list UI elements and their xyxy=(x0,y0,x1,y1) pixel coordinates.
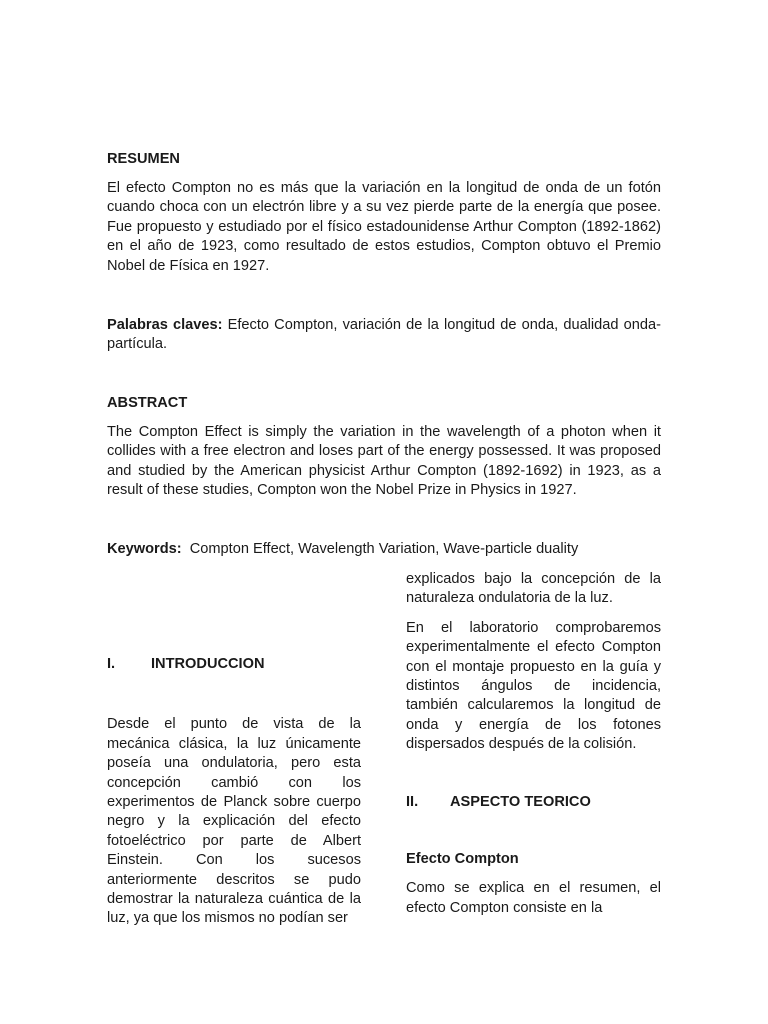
section-number: I. xyxy=(107,656,116,672)
right-paragraph-1: explicados bajo la concepción de la naturaleza ondulatoria de la luz. xyxy=(406,571,661,607)
section-number: II. xyxy=(406,793,419,810)
resumen-text: El efecto Compton no es más que la variación en la longitud de onda de un fotón cuando choca con un electrón libre y a su vez pierde parte de la energía que posee. Fue propuesto y estudiado por el físico estadounidense Arthur Compton (1892-1862) en el año de 1923, como resultado de estos estudios, Compton obtuvo el Premio Nobel de Física en 1927. xyxy=(107,180,661,274)
abstract-text: The Compton Effect is simply the variation in the wavelength of a photon when it collides with a free electron and loses part of the energy possessed. It was proposed and studied by the American physicist Arthur Compton (1892-1692) in 1923, as a result of these studies, Compton won the Nobel Prize in Physics in 1927. xyxy=(107,424,661,499)
subheading-efecto-compton: Efecto Compton xyxy=(406,851,519,868)
section-title: INTRODUCCION xyxy=(151,656,265,672)
palabras-claves xyxy=(107,316,661,355)
abstract-heading: ABSTRACT xyxy=(107,395,188,411)
palabras-claves-text: Efecto Compton, variación de la longitud de onda, dualidad onda-partícula. xyxy=(107,317,661,353)
right-paragraph-2: En el laboratorio comprobaremos experimentalmente el efecto Compton con el montaje propuesto en la guía y distintos ángulos de incidencia, también calcularemos la longitud de onda y energía de los fotones dispersados después de la colisión. xyxy=(406,619,661,753)
keywords xyxy=(107,540,661,559)
keywords-text: Compton Effect, Wavelength Variation, Wave-particle duality xyxy=(181,541,579,557)
resumen-heading: RESUMEN xyxy=(107,151,180,167)
section-introduccion-heading xyxy=(107,655,361,674)
left-column xyxy=(107,655,361,929)
introduccion-text: Desde el punto de vista de la mecánica clásica, la luz únicamente poseía una ondulatoria, pero esta concepción cambió con los experimentos de Planck sobre cuerpo negro y la explicación del efecto fotoeléctrico por parte de Albert Einstein. Con los sucesos anteriormente descritos se pudo demostrar la naturaleza cuántica de la luz, ya que los mismos no podían ser xyxy=(107,716,361,927)
keywords-label: Keywords: xyxy=(107,541,182,557)
right-column xyxy=(406,570,661,918)
section-aspecto-teorico-heading xyxy=(406,793,661,812)
section-title: ASPECTO TEORICO xyxy=(450,793,591,810)
palabras-claves-label: Palabras claves: xyxy=(107,317,223,333)
right-paragraph-3: Como se explica en el resumen, el efecto Compton consiste en la xyxy=(406,880,661,916)
